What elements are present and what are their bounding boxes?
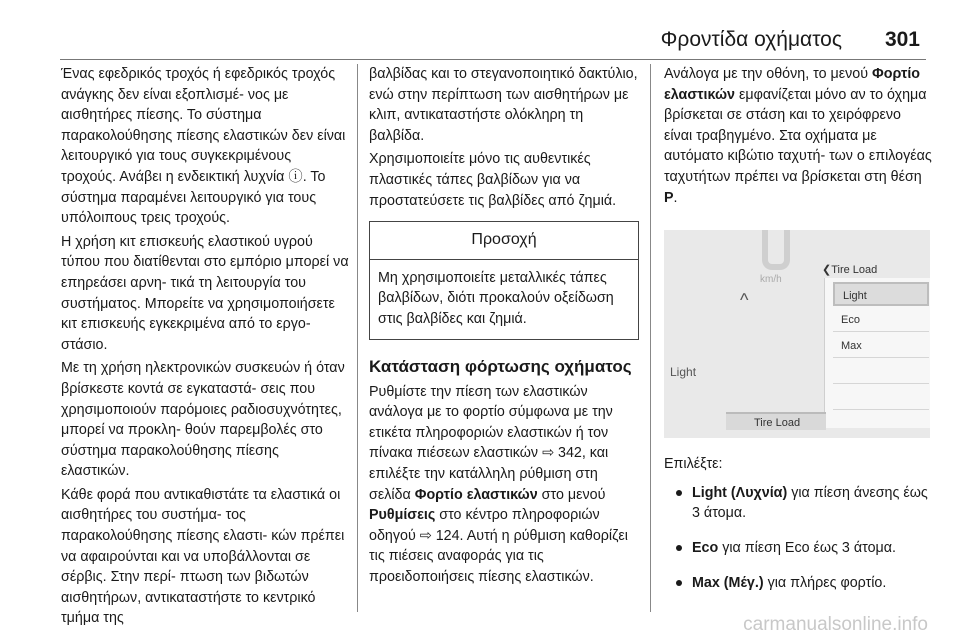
choice-list [664,483,932,593]
speed-unit: km/h [760,274,782,286]
paragraph: Με τη χρήση ηλεκτρονικών συσκευών ή όταν βρίσκεστε κοντά σε εγκαταστά- σεις που χρησιμοποιούν παρόμοιες ραδιοσυχνότητες, μπορεί να προκλη- θούν παρεμβολές στο σύστημα παρακολούθησης πίεσης ελαστικών. [61,360,345,480]
list-item [664,483,932,524]
gear-position: P [664,189,674,206]
option-empty [833,360,929,384]
option-empty [833,386,929,410]
column-right [664,64,932,607]
column-middle [369,64,639,590]
choice-name: Eco [692,539,719,556]
list-item [664,573,932,594]
text: Αυτή η ρύθμιση καθορίζει τις πιέσεις αναφοράς για τις προειδοποιήσεις πίεσης ελαστικών. [369,527,628,585]
speedometer-digit-graphic [762,230,790,270]
paragraph: Ένας εφεδρικός τροχός ή εφεδρικός τροχός ανάγκης δεν είναι εξοπλισμέ- νος με αισθητήρες πίεσης. Το σύστημα παρακολούθησης πίεσης ελαστικών δεν είναι λειτουργικό για τους συγκεκριμένους τροχούς. Ανάβει η ενδεικτική λυχνία ⓘ. Το σύστημα παραμένει λειτουργικό για τους υπόλοιπους τρεις τροχούς. [61,66,346,227]
running-title: Φροντίδα οχήματος [660,28,842,51]
text: εμφανίζεται μόνο αν το όχημα βρίσκεται σε στάση και το χειρόφρενο είναι τραβηγμένο. Στα οχήματα με αυτόματο κιβώτιο ταχυτή- των ο επιλογέας ταχυτήτων πρέπει να βρίσκεται στη θέση [664,86,932,185]
page-header [0,0,960,56]
paragraph: Κάθε φορά που αντικαθιστάτε τα ελαστικά οι αισθητήρες του συστήμα- τος παρακολούθησης πίεσης ελαστι- κών πρέπει να αφαιρούνται και να υποβάλλονται σε σέρβις. Στην περί- πτωση των βιδωτών αισθητήρων, αντικαταστήστε το κεντρικό τμήμα της [61,486,345,627]
menu-name: Ρυθμίσεις [369,507,436,524]
text: στο κέντρο πληροφοριών οδηγού ⇨ 124. [369,507,600,544]
menu-name: Φορτίο ελαστικών [414,486,538,503]
menu-options-panel [824,278,930,428]
column-divider [357,64,358,612]
choice-name: Max (Μέγ.) [692,574,764,591]
column-left [61,64,349,632]
paragraph: Χρησιμοποιείτε μόνο τις αυθεντικές πλαστικές τάπες βαλβίδων για να προστατεύσετε τις βαλβίδες από ζημιά. [369,151,617,209]
chevron-left-icon: ❮ [822,264,832,277]
choice-desc: για πίεση άνεσης έως 3 άτομα. [692,484,928,522]
driver-info-display-image [664,230,930,438]
select-label: Επιλέξτε: [664,456,723,473]
section-heading: Κατάσταση φόρτωσης οχήματος [369,356,632,376]
caution-box [369,221,639,339]
page-number: 301 [884,28,920,51]
choice-desc: για πίεση Eco έως 3 άτομα. [718,539,896,556]
option-eco: Eco [833,308,929,332]
page-ref: ⇨ 342, και επιλέξτε την κατάλληλη ρύθμιση στη σελίδα [369,445,609,503]
watermark: carmanualsonline.info [743,614,928,635]
text: . [673,189,678,206]
current-setting-label: Light [670,365,697,380]
option-light: Light [833,282,929,306]
header-rule [60,59,926,60]
bottom-bar-label: Tire Load [754,417,801,430]
text: στο μενού [537,486,606,503]
caution-title: Προσοχή [370,222,638,260]
menu-title-text: Tire Load [831,264,878,277]
paragraph: Η χρήση κιτ επισκευής ελαστικού υγρού τύπου που διατίθενται στο εμπόριο μπορεί να επηρεάσει αρνη- τικά τη λειτουργία του συστήματος. Μπορείτε να χρησιμοποιήσετε κιτ επισκευής εγκεκριμένα από το εργο- στάσιο. [61,233,349,353]
paragraph: βαλβίδας και το στεγανοποιητικό δακτύλιο, ενώ στην περίπτωση των αισθητήρων με κλιπ, αντικαταστήστε ολόκληρη τη βαλβίδα. [369,66,638,144]
paragraph [369,382,639,588]
column-divider [650,64,651,612]
paragraph [664,64,932,208]
list-item [664,538,932,559]
menu-name: Φορτίο ελαστικών [664,66,921,103]
option-max: Max [833,334,929,358]
chevron-up-icon: ^ [740,290,749,311]
choice-name: Light (Λυχνία) [692,484,788,501]
text: Ανάλογα με την οθόνη, το μενού [664,66,873,82]
caution-text: Μη χρησιμοποιείτε μεταλλικές τάπες βαλβίδων, διότι προκαλούν οξείδωση στις βαλβίδες και ζημιά. [378,269,614,327]
choice-desc: για πλήρες φορτίο. [763,574,887,591]
text: Ρυθμίστε την πίεση των ελαστικών ανάλογα με το φορτίο σύμφωνα με την ετικέτα πληροφοριών ελαστικών ή τον πίνακα πιέσεων ελαστικών [369,383,613,462]
